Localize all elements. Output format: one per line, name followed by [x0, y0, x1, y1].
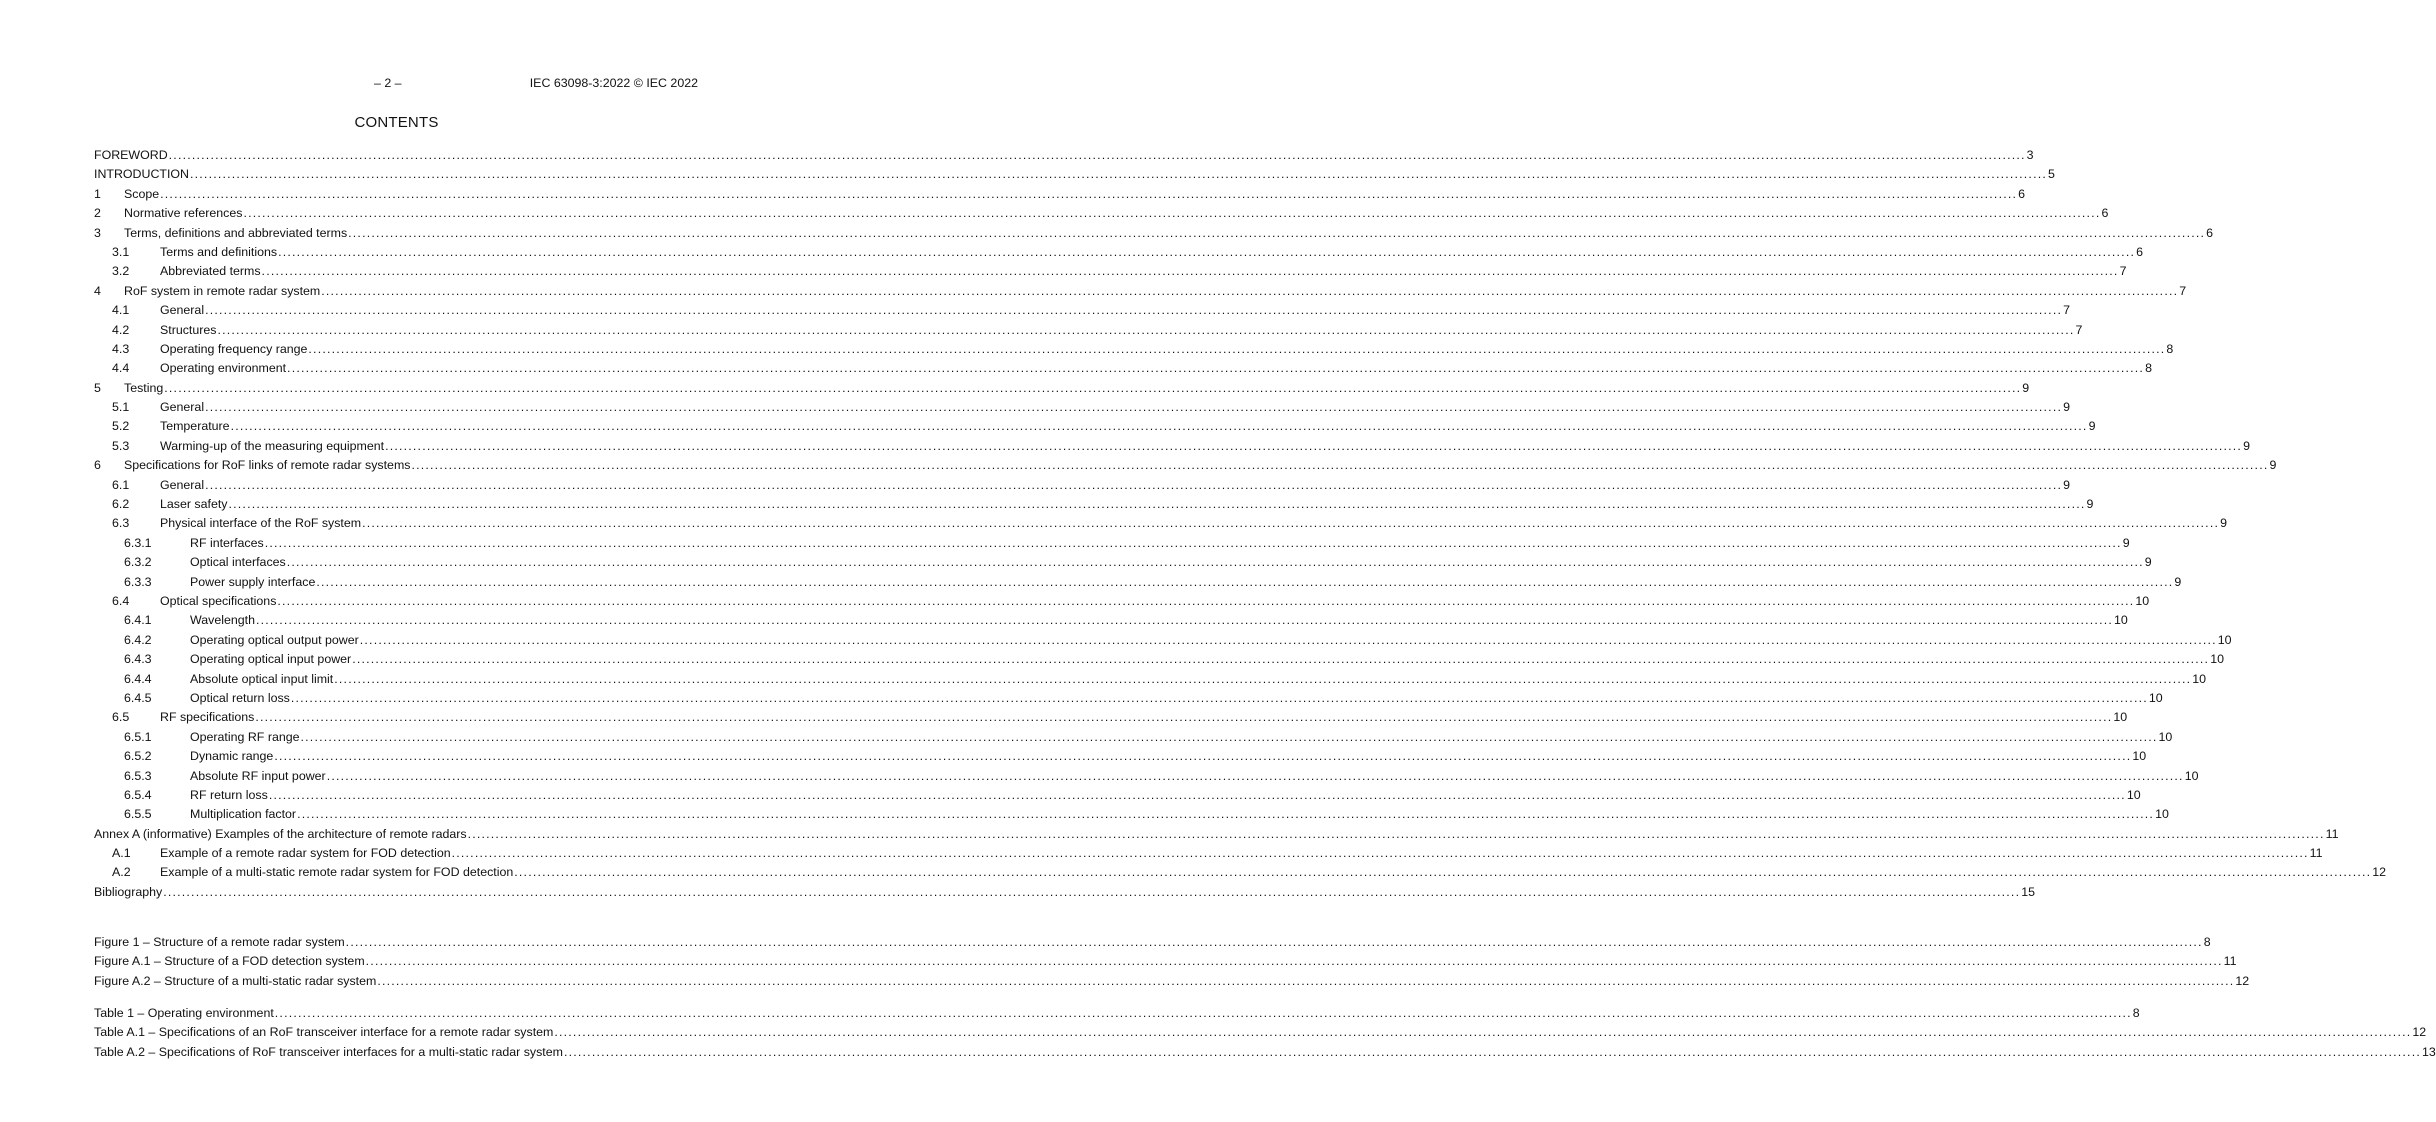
toc-entry-page: 7 [2178, 282, 2186, 301]
toc-entry-label: INTRODUCTION [94, 165, 190, 184]
dot-leader: ................................................................................................................................................................................................................................................................................................................................................................................................................ [255, 613, 2113, 628]
toc-entry-page: 15 [2020, 883, 2035, 902]
toc-entry[interactable] [94, 825, 2339, 844]
toc-entry[interactable] [94, 863, 2387, 882]
toc-entry-page: 10 [2126, 786, 2141, 805]
toc-entry-page: 9 [2062, 398, 2070, 417]
toc-entry-label: Example of a multi-static remote radar system for FOD detection [160, 863, 514, 882]
page-number: – 2 – [374, 76, 402, 90]
toc-entry-page: 7 [2062, 301, 2070, 320]
toc-entry-page: 9 [2268, 456, 2276, 475]
toc-entry-label: FOREWORD [94, 146, 169, 165]
dot-leader: ................................................................................................................................................................................................................................................................................................................................................................................................................ [278, 244, 2136, 259]
toc-entry[interactable] [94, 844, 2323, 863]
dot-leader: ................................................................................................................................................................................................................................................................................................................................................................................................................ [321, 283, 2179, 298]
toc-entry-label: Figure 1 – Structure of a remote radar system [94, 933, 346, 952]
toc-entry-page: 10 [2131, 747, 2146, 766]
dot-leader: ................................................................................................................................................................................................................................................................................................................................................................................................................ [286, 555, 2144, 570]
toc-entry[interactable] [94, 282, 2187, 301]
toc-entry-page: 10 [2113, 611, 2128, 630]
toc-entry-label: Dynamic range [190, 747, 274, 766]
toc-entry-page: 10 [2112, 708, 2127, 727]
toc-entry-number: 6.5.4 [124, 787, 152, 802]
list-of-tables [94, 1004, 2436, 1062]
toc-entry-page: 9 [2021, 379, 2029, 398]
toc-entry[interactable] [94, 321, 2083, 340]
toc-entry-number: 6.5 [112, 710, 130, 725]
toc-entry-label: Bibliography [94, 883, 163, 902]
toc-entry-label: Warming-up of the measuring equipment [160, 437, 385, 456]
toc-entry-number: 6.4.5 [124, 690, 152, 705]
dot-leader: ................................................................................................................................................................................................................................................................................................................................................................................................................ [290, 690, 2148, 705]
toc-entry-number: 6.5.1 [124, 729, 152, 744]
toc-entry-page: 10 [2217, 631, 2232, 650]
dot-leader: ................................................................................................................................................................................................................................................................................................................................................................................................................ [168, 148, 2026, 162]
toc-entry-number: 5.2 [112, 419, 130, 434]
toc-entry-number: 6.4.2 [124, 632, 152, 647]
toc-entry-number: 6.2 [112, 497, 130, 512]
toc-entry-number: 3.1 [112, 244, 130, 259]
dot-leader: ................................................................................................................................................................................................................................................................................................................................................................................................................ [563, 1044, 2421, 1059]
toc-entry[interactable] [94, 933, 2211, 952]
dot-leader: ................................................................................................................................................................................................................................................................................................................................................................................................................ [230, 419, 2088, 434]
toc-entry[interactable] [94, 243, 2144, 262]
toc-entry-page: 8 [2144, 359, 2152, 378]
toc-entry-number: 1 [94, 186, 101, 201]
toc-entry-label: RF return loss [190, 786, 269, 805]
toc-entry-label: General [160, 476, 205, 495]
toc-entry-label: Table A.2 – Specifications of RoF transceiver interfaces for a multi-static radar system [94, 1043, 564, 1062]
dot-leader: ................................................................................................................................................................................................................................................................................................................................................................................................................ [348, 225, 2206, 240]
toc-entry[interactable] [94, 786, 2141, 805]
toc-entry-label: RoF system in remote radar system [124, 282, 321, 301]
toc-entry-label: Optical specifications [160, 592, 277, 611]
toc-entry-label: Terms, definitions and abbreviated terms [124, 224, 348, 243]
toc-entry[interactable] [94, 359, 2152, 378]
toc-entry-label: Operating optical output power [190, 631, 360, 650]
toc-entry[interactable] [94, 1004, 2140, 1023]
toc-entry[interactable] [94, 495, 2094, 514]
toc-entry-label: Abbreviated terms [160, 262, 262, 281]
toc-entry-number: 6.4.3 [124, 652, 152, 667]
dot-leader: ................................................................................................................................................................................................................................................................................................................................................................................................................ [274, 1006, 2132, 1020]
toc-entry-label: Power supply interface [190, 573, 316, 592]
toc-entry-page: 9 [2122, 534, 2130, 553]
dot-leader: ................................................................................................................................................................................................................................................................................................................................................................................................................ [316, 574, 2174, 589]
dot-leader: ................................................................................................................................................................................................................................................................................................................................................................................................................ [217, 322, 2075, 337]
dot-leader: ................................................................................................................................................................................................................................................................................................................................................................................................................ [467, 826, 2325, 841]
toc-entry-page: 9 [2219, 514, 2227, 533]
toc-entry[interactable] [94, 883, 2036, 902]
toc-entry-label: Figure A.2 – Structure of a multi-static radar system [94, 972, 377, 991]
toc-entry-page: 11 [2325, 825, 2339, 844]
toc-entry-label: RF interfaces [190, 534, 265, 553]
toc-entry-label: Example of a remote radar system for FOD detection [160, 844, 452, 863]
toc-entry-page: 9 [2173, 573, 2181, 592]
toc-entry[interactable] [94, 689, 2163, 708]
toc-entry-page: 7 [2074, 321, 2082, 340]
toc-entry[interactable] [94, 631, 2232, 650]
dot-leader: ................................................................................................................................................................................................................................................................................................................................................................................................................ [205, 400, 2063, 415]
toc-entry[interactable] [94, 437, 2250, 456]
toc-entry-page: 9 [2242, 437, 2250, 456]
toc-entry[interactable] [94, 204, 2109, 223]
dot-leader: ................................................................................................................................................................................................................................................................................................................................................................................................................ [451, 846, 2309, 861]
toc-entry-page: 13 [2421, 1043, 2436, 1062]
dot-leader: ................................................................................................................................................................................................................................................................................................................................................................................................................ [297, 807, 2155, 822]
toc-entry[interactable] [94, 185, 2026, 204]
toc-entry-number: 6.3.3 [124, 574, 152, 589]
toc-entry[interactable] [94, 670, 2207, 689]
toc-entry-number: 3.2 [112, 264, 130, 279]
toc-entry-label: Physical interface of the RoF system [160, 514, 362, 533]
toc-entry-page: 6 [2100, 204, 2108, 223]
toc-entry-label: Normative references [124, 204, 243, 223]
toc-entry[interactable] [94, 553, 2152, 572]
toc-entry-number: A.1 [112, 846, 131, 861]
toc-entry[interactable] [94, 708, 2128, 727]
toc-entry[interactable] [94, 476, 2071, 495]
toc-entry[interactable] [94, 224, 2214, 243]
toc-entry-page: 8 [2132, 1004, 2140, 1023]
toc-entry-number: 6.4.4 [124, 671, 152, 686]
dot-leader: ................................................................................................................................................................................................................................................................................................................................................................................................................ [385, 438, 2243, 453]
toc-entry-page: 3 [2026, 146, 2034, 165]
toc-entry[interactable] [94, 262, 2127, 281]
dot-leader: ................................................................................................................................................................................................................................................................................................................................................................................................................ [160, 186, 2018, 201]
toc-entry[interactable] [94, 592, 2150, 611]
document-reference: IEC 63098-3:2022 © IEC 2022 [529, 76, 698, 90]
toc-entry-page: 10 [2209, 650, 2224, 669]
toc-entry-label: Operating environment [160, 359, 287, 378]
toc-entry-number: 6.5.5 [124, 807, 152, 822]
toc-entry-page: 9 [2086, 495, 2094, 514]
toc-entry[interactable] [94, 573, 2182, 592]
toc-entry[interactable] [94, 1023, 2427, 1042]
dot-leader: ................................................................................................................................................................................................................................................................................................................................................................................................................ [287, 361, 2145, 376]
toc-entry-label: Table A.1 – Specifications of an RoF transceiver interface for a remote radar system [94, 1023, 554, 1042]
dot-leader: ................................................................................................................................................................................................................................................................................................................................................................................................................ [190, 167, 2048, 182]
dot-leader: ................................................................................................................................................................................................................................................................................................................................................................................................................ [261, 264, 2119, 279]
toc-entry-number: 5 [94, 380, 101, 395]
toc-entry-label: Testing [124, 379, 164, 398]
toc-entry-page: 10 [2191, 670, 2206, 689]
toc-entry-page: 6 [2135, 243, 2143, 262]
dot-leader: ................................................................................................................................................................................................................................................................................................................................................................................................................ [163, 884, 2021, 899]
dot-leader: ................................................................................................................................................................................................................................................................................................................................................................................................................ [205, 303, 2063, 318]
toc-entry-page: 9 [2088, 417, 2096, 436]
dot-leader: ................................................................................................................................................................................................................................................................................................................................................................................................................ [308, 341, 2166, 356]
dot-leader: ................................................................................................................................................................................................................................................................................................................................................................................................................ [359, 632, 2217, 647]
dot-leader: ................................................................................................................................................................................................................................................................................................................................................................................................................ [334, 671, 2192, 686]
toc-entry-label: Laser safety [160, 495, 229, 514]
toc-entry-label: Operating optical input power [190, 650, 352, 669]
toc-entry[interactable] [94, 611, 2128, 630]
list-of-figures [94, 933, 2250, 991]
toc-entry[interactable] [94, 805, 2169, 824]
page-header [94, 76, 698, 92]
dot-leader: ................................................................................................................................................................................................................................................................................................................................................................................................................ [205, 477, 2063, 492]
toc-entry[interactable] [94, 301, 2071, 320]
toc-entry[interactable] [94, 514, 2228, 533]
toc-entry-label: Figure A.1 – Structure of a FOD detection system [94, 952, 366, 971]
dot-leader: ................................................................................................................................................................................................................................................................................................................................................................................................................ [365, 954, 2223, 969]
dot-leader: ................................................................................................................................................................................................................................................................................................................................................................................................................ [377, 973, 2235, 988]
toc-entry-number: 6.3.2 [124, 555, 152, 570]
toc-entry[interactable] [94, 146, 2034, 165]
toc-entry-label: Optical return loss [190, 689, 291, 708]
toc-entry[interactable] [94, 747, 2147, 766]
toc-entry-page: 7 [2119, 262, 2127, 281]
toc-entry-number: 4.3 [112, 341, 130, 356]
toc-entry-number: 5.1 [112, 400, 130, 415]
toc-entry-page: 10 [2154, 805, 2169, 824]
toc-entry[interactable] [94, 728, 2173, 747]
toc-entry-page: 6 [2205, 224, 2213, 243]
toc-entry[interactable] [94, 767, 2199, 786]
toc-entry-number: 6.3.1 [124, 535, 152, 550]
dot-leader: ................................................................................................................................................................................................................................................................................................................................................................................................................ [264, 535, 2122, 550]
toc-entry-number: 6.4 [112, 593, 130, 608]
dot-leader: ................................................................................................................................................................................................................................................................................................................................................................................................................ [554, 1025, 2412, 1040]
toc-entry-label: Terms and definitions [160, 243, 278, 262]
toc-entry-label: Multiplication factor [190, 805, 297, 824]
toc-entry-number: 6 [94, 458, 101, 473]
toc-entry[interactable] [94, 952, 2237, 971]
dot-leader: ................................................................................................................................................................................................................................................................................................................................................................................................................ [362, 516, 2220, 531]
dot-leader: ................................................................................................................................................................................................................................................................................................................................................................................................................ [326, 768, 2184, 783]
toc-entry-number: 6.5.3 [124, 768, 152, 783]
toc-entry-label: Specifications for RoF links of remote radar systems [124, 456, 411, 475]
toc-entry-number: 4.2 [112, 322, 130, 337]
toc-entry-label: Absolute RF input power [190, 767, 327, 786]
table-of-contents [94, 146, 2387, 902]
toc-entry-page: 12 [2371, 863, 2386, 882]
toc-entry-label: Table 1 – Operating environment [94, 1004, 275, 1023]
toc-entry-label: Scope [124, 185, 160, 204]
dot-leader: ................................................................................................................................................................................................................................................................................................................................................................................................................ [164, 380, 2022, 395]
toc-entry[interactable] [94, 650, 2224, 669]
dot-leader: ................................................................................................................................................................................................................................................................................................................................................................................................................ [243, 206, 2101, 221]
toc-entry[interactable] [94, 972, 2250, 991]
dot-leader: ................................................................................................................................................................................................................................................................................................................................................................................................................ [411, 458, 2269, 473]
toc-entry-page: 8 [2203, 933, 2211, 952]
toc-entry[interactable] [94, 417, 2096, 436]
toc-entry-label: Wavelength [190, 611, 256, 630]
dot-leader: ................................................................................................................................................................................................................................................................................................................................................................................................................ [274, 749, 2132, 764]
toc-entry-label: RF specifications [160, 708, 255, 727]
toc-entry-label: General [160, 398, 205, 417]
toc-entry-page: 11 [2223, 952, 2237, 971]
dot-leader: ................................................................................................................................................................................................................................................................................................................................................................................................................ [268, 787, 2126, 802]
toc-entry-label: Optical interfaces [190, 553, 287, 572]
toc-entry[interactable] [94, 456, 2277, 475]
toc-entry-page: 10 [2158, 728, 2173, 747]
toc-entry-number: A.2 [112, 865, 131, 880]
toc-entry-page: 9 [2062, 476, 2070, 495]
toc-entry-number: 3 [94, 225, 101, 240]
toc-entry-number: 6.5.2 [124, 749, 152, 764]
toc-entry-label: Absolute optical input limit [190, 670, 334, 689]
toc-entry-page: 10 [2148, 689, 2163, 708]
toc-entry-number: 2 [94, 206, 101, 221]
toc-entry-label: Annex A (informative) Examples of the architecture of remote radars [94, 825, 468, 844]
toc-entry-label: Operating RF range [190, 728, 301, 747]
toc-entry-page: 9 [2144, 553, 2152, 572]
toc-entry-page: 8 [2165, 340, 2173, 359]
dot-leader: ................................................................................................................................................................................................................................................................................................................................................................................................................ [300, 729, 2158, 744]
toc-entry-label: General [160, 301, 205, 320]
toc-entry-number: 6.3 [112, 516, 130, 531]
toc-entry[interactable] [94, 534, 2130, 553]
dot-leader: ................................................................................................................................................................................................................................................................................................................................................................................................................ [277, 593, 2135, 608]
toc-entry-label: Operating frequency range [160, 340, 308, 359]
toc-entry-page: 12 [2234, 972, 2249, 991]
toc-entry-page: 10 [2184, 767, 2199, 786]
toc-entry-label: Temperature [160, 417, 231, 436]
dot-leader: ................................................................................................................................................................................................................................................................................................................................................................................................................ [255, 710, 2113, 725]
dot-leader: ................................................................................................................................................................................................................................................................................................................................................................................................................ [352, 652, 2210, 667]
toc-entry-page: 12 [2411, 1023, 2426, 1042]
toc-entry-label: Structures [160, 321, 217, 340]
toc-entry-page: 11 [2309, 844, 2323, 863]
toc-entry[interactable] [94, 165, 2055, 184]
toc-entry-number: 4 [94, 283, 101, 298]
toc-entry-number: 4.1 [112, 303, 130, 318]
toc-entry[interactable] [94, 340, 2174, 359]
dot-leader: ................................................................................................................................................................................................................................................................................................................................................................................................................ [514, 865, 2372, 880]
toc-entry[interactable] [94, 379, 2030, 398]
dot-leader: ................................................................................................................................................................................................................................................................................................................................................................................................................ [345, 935, 2203, 949]
dot-leader: ................................................................................................................................................................................................................................................................................................................................................................................................................ [228, 497, 2086, 512]
toc-entry-number: 5.3 [112, 438, 130, 453]
toc-entry[interactable] [94, 398, 2071, 417]
contents-title: CONTENTS [354, 114, 439, 131]
toc-entry-page: 6 [2017, 185, 2025, 204]
toc-entry-number: 6.4.1 [124, 613, 152, 628]
toc-entry-page: 10 [2134, 592, 2149, 611]
toc-entry-number: 4.4 [112, 361, 130, 376]
toc-entry-number: 6.1 [112, 477, 130, 492]
toc-entry[interactable] [94, 1043, 2436, 1062]
toc-entry-page: 5 [2047, 165, 2055, 184]
